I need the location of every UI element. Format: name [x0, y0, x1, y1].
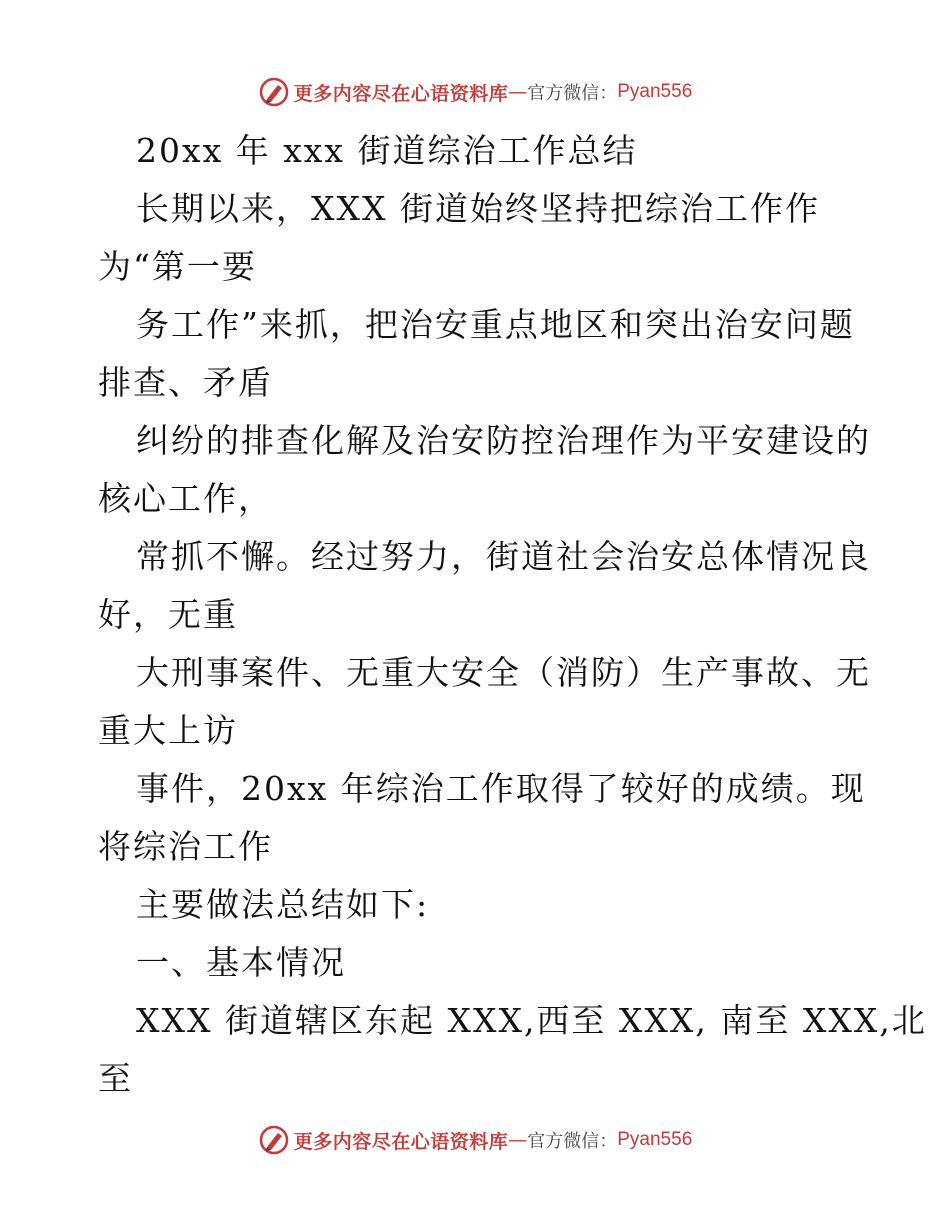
watermark-wechat-id: Pyan556 [617, 1129, 693, 1150]
text-line: 将综治工作 [98, 827, 273, 866]
watermark-separator: — [508, 81, 528, 103]
text-line: 好，无重 [98, 595, 238, 634]
text-line: 务工作”来抓，把治安重点地区和突出治安问题 [136, 305, 855, 344]
text-line: 主要做法总结如下: [136, 885, 430, 924]
footer-watermark [0, 1120, 950, 1160]
pen-logo-icon [258, 1124, 290, 1156]
watermark-official-label: 官方微信： [527, 1131, 618, 1152]
text-line: 核心工作， [98, 479, 273, 518]
section-heading: 一、基本情况 [136, 943, 346, 982]
watermark-separator: — [508, 1129, 528, 1151]
text-line: 纠纷的排查化解及治安防控治理作为平安建设的 [136, 421, 871, 460]
watermark-wechat-id: Pyan556 [617, 81, 693, 102]
text-line: 排查、矛盾 [98, 363, 273, 402]
watermark-main-text: 更多内容尽在心语资料库 [293, 82, 509, 105]
text-line: 常抓不懈。经过努力，街道社会治安总体情况良 [136, 537, 871, 576]
document-body [98, 122, 927, 1108]
text-line: XXX 街道辖区东起 XXX,西至 XXX, 南至 XXX,北 [136, 1001, 927, 1040]
watermark-official-label: 官方微信： [527, 83, 618, 104]
text-line: 大刑事案件、无重大安全（消防）生产事故、无 [136, 653, 871, 692]
document-title: 20xx 年 xxx 街道综治工作总结 [136, 131, 638, 170]
text-line: 长期以来，XXX 街道始终坚持把综治工作作 [136, 189, 820, 228]
text-line: 为“第一要 [98, 247, 257, 286]
text-line: 至 [98, 1059, 133, 1098]
pen-logo-icon [258, 76, 290, 108]
watermark-main-text: 更多内容尽在心语资料库 [293, 1130, 509, 1153]
text-line: 重大上访 [98, 711, 238, 750]
text-line: 事件，20xx 年综治工作取得了较好的成绩。现 [136, 769, 866, 808]
header-watermark [0, 72, 950, 112]
